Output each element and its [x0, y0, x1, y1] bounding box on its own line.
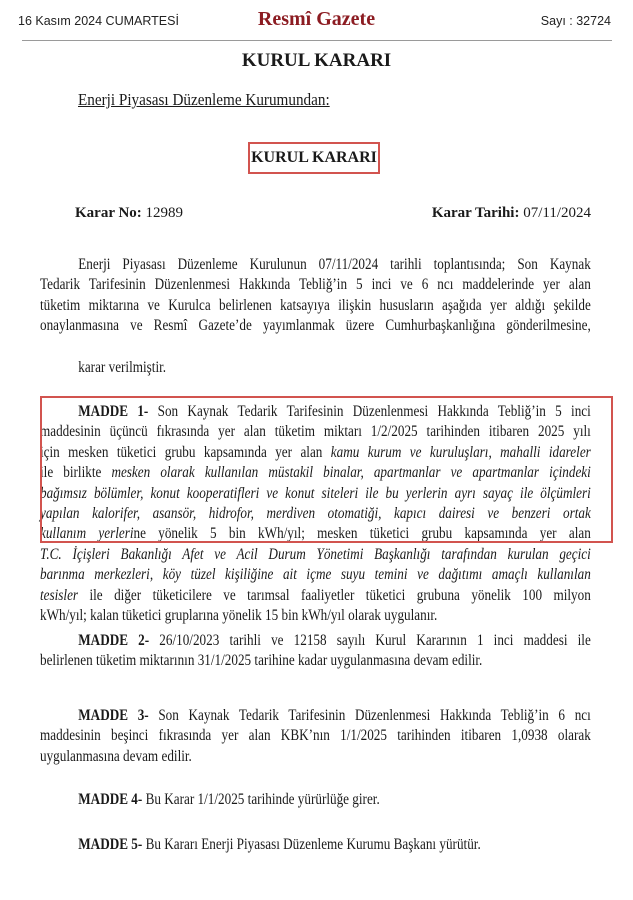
- decision-number: [75, 205, 183, 222]
- paragraph: [40, 358, 591, 378]
- text-segment: Son Kaynak Tedarik Tarifesinin Düzenlenmesi Hakkında Tebliğ’in 6 ncı: [148, 707, 591, 724]
- resmi-gazete-logo: Resmî Gazete: [257, 8, 376, 30]
- text-segment: maddesinin üçüncü fıkrasında yer alan tüketim miktarı 1/2/2025 tarihinden itibaren 2025 yılı: [40, 423, 591, 441]
- decision-number-label: Karar No:: [75, 205, 142, 221]
- text-segment: maddesinin beşinci fıkrasında yer alan KBK’nın 1/1/2025 tarihinden itibaren 1,0938 olarak: [40, 727, 591, 745]
- text-segment: kamu kurum ve kuruluşları, mahalli idareler: [330, 443, 591, 461]
- text-segment: ile diğer tüketicilere ve tarımsal faaliyetler tüketici grubuna yönelik 100 milyon: [78, 586, 591, 604]
- issue-date: 16 Kasım 2024 CUMARTESİ: [18, 14, 179, 28]
- text-segment: ne yönelik 5 bin kWh/yıl; mesken tüketici grubu kapsamında yer alan: [133, 525, 591, 543]
- article-label: MADDE 4-: [78, 791, 143, 808]
- text-line: [40, 747, 591, 767]
- text-line: [40, 316, 591, 336]
- article-label: MADDE 1-: [78, 403, 149, 420]
- header-divider: [22, 40, 612, 41]
- text-line: [40, 631, 591, 651]
- text-segment: Tedarik Tarifesinin Düzenlenmesi Hakkında Tebliğ’in 5 inci ve 6 ncı maddelerinde yer alan: [40, 276, 591, 294]
- text-segment: Enerji Piyasası Düzenleme Kurulunun 07/11/2024 tarihli toplantısında; Son Kaynak: [78, 256, 591, 273]
- paragraph: [40, 835, 591, 855]
- text-line: [40, 835, 591, 855]
- issue-number: Sayı : 32724: [540, 14, 611, 28]
- article-label: MADDE 5-: [78, 836, 143, 853]
- text-segment: tesisler: [40, 586, 79, 604]
- decision-date-label: Karar Tarihi:: [431, 205, 520, 221]
- text-segment: ile birlikte: [40, 464, 112, 482]
- text-segment: uygulanmasına devam edilir.: [40, 747, 192, 765]
- decision-date-value: 07/11/2024: [523, 205, 591, 221]
- text-line: [40, 706, 591, 726]
- text-line: [40, 545, 591, 565]
- text-line: [40, 651, 591, 671]
- text-segment: onaylanmasına ve Resmî Gazete’de yayımlanmak üzere Cumhurbaşkanlığına gönderilmesine,: [40, 317, 591, 335]
- decision-date: [432, 205, 591, 222]
- text-segment: Bu Kararı Enerji Piyasası Düzenleme Kurumu Başkanı yürütür.: [142, 836, 481, 853]
- text-segment: bağımsız bölümler, konut kooperatifleri ve konut siteleri ile bu yerlerin ayrı sayaç ile ölçümleri: [40, 484, 591, 502]
- text-line: [40, 296, 591, 316]
- paragraph: [40, 790, 591, 810]
- text-segment: T.C. İçişleri Bakanlığı Afet ve Acil Durum Yönetimi Başkanlığı tarafından kurulan geçici: [40, 545, 591, 563]
- text-line: [40, 790, 591, 810]
- text-segment: kullanım yerleri: [40, 525, 134, 543]
- text-segment: yapılan kalorifer, asansör, hidrofor, merdiven otomatiği, kapıcı dairesi ve benzeri ortak: [40, 504, 591, 522]
- article-label: MADDE 3-: [78, 707, 149, 724]
- text-line: [40, 275, 591, 295]
- issuing-authority: Enerji Piyasası Düzenleme Kurumundan:: [78, 90, 330, 109]
- text-line: [40, 606, 591, 626]
- text-segment: Bu Karar 1/1/2025 tarihinde yürürlüğe girer.: [142, 791, 380, 808]
- text-line: [40, 586, 591, 606]
- text-segment: barınma merkezleri, köy tüzel kişiliğine ait içme suyu temini ve dağıtımı amaçlı kullanılan: [40, 566, 591, 584]
- text-segment: karar verilmiştir.: [78, 359, 167, 376]
- text-segment: 26/10/2023 tarihli ve 12158 sayılı Kurul Kararının 1 inci maddesi ile: [149, 632, 591, 649]
- text-line: [40, 358, 591, 378]
- article-label: MADDE 2-: [78, 632, 150, 649]
- paragraph: [40, 631, 591, 672]
- text-segment: için mesken tüketici grubu kapsamında yer alan: [40, 443, 331, 461]
- text-segment: Son Kaynak Tedarik Tarifesinin Düzenlenmesi Hakkında Tebliğ’in 5 inci: [148, 403, 591, 420]
- decision-number-value: 12989: [145, 205, 184, 221]
- text-segment: tüketim miktarına ve Kurulca belirlenen katsayıya ilişkin hususların aşağıda yer aldığı şekilde: [40, 296, 591, 314]
- text-segment: belirlenen tüketim miktarının 31/1/2025 tarihine kadar uygulanmasına devam edilir.: [40, 652, 483, 670]
- text-line: [40, 255, 591, 275]
- text-line: [40, 565, 591, 585]
- page-title: KURUL KARARI: [241, 50, 392, 71]
- text-segment: mesken olarak kullanılan müstakil binalar, apartmanlar ve apartmanlar içindeki: [111, 464, 591, 482]
- text-line: [40, 726, 591, 746]
- madde-1-highlight-box: [40, 396, 613, 543]
- paragraph: [40, 706, 591, 767]
- paragraph: [40, 255, 591, 337]
- highlighted-title: KURUL KARARI: [248, 142, 380, 174]
- text-segment: kWh/yıl; kalan tüketici gruplarına yönelik 15 bin kWh/yıl olarak uygulanır.: [40, 606, 438, 624]
